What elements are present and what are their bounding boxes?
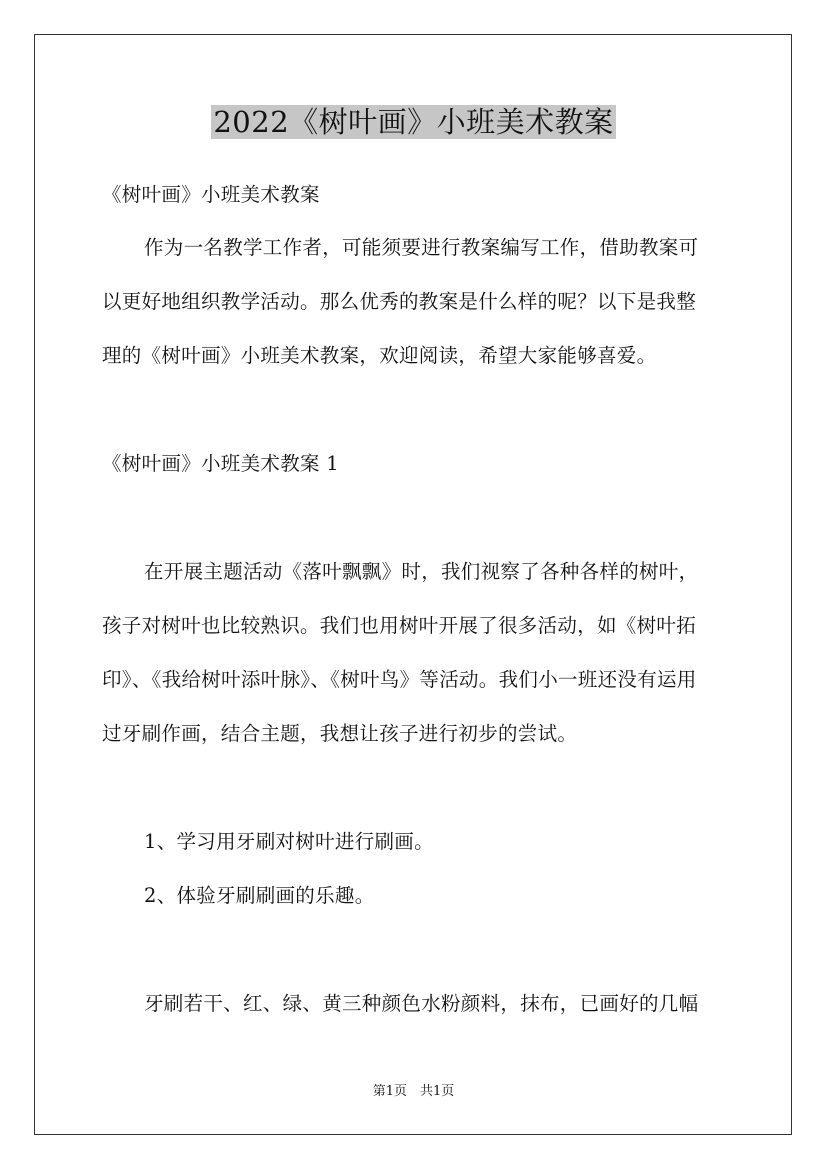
goal-item: 1、学习用牙刷对树叶进行刷画。 [144,830,434,853]
body-line: 过牙刷作画，结合主题，我想让孩子进行初步的尝试。 [102,722,578,745]
document-subtitle: 《树叶画》小班美术教案 [102,183,320,206]
document-title [0,100,827,144]
body-line: 孩子对树叶也比较熟识。我们也用树叶开展了很多活动，如《树叶拓 [102,614,697,637]
intro-line: 作为一名教学工作者，可能须要进行教案编写工作，借助教案可 [144,236,699,259]
goal-item: 2、体验牙刷刷画的乐趣。 [144,884,375,907]
document-title-text: 2022《树叶画》小班美术教案 [213,105,614,139]
materials-line: 牙刷若干、红、绿、黄三种颜色水粉颜料，抹布，已画好的几幅 [144,992,699,1015]
intro-line: 理的《树叶画》小班美术教案，欢迎阅读，希望大家能够喜爱。 [102,344,657,367]
intro-line: 以更好地组织教学活动。那么优秀的教案是什么样的呢？以下是我整 [102,290,697,313]
body-line: 在开展主题活动《落叶飘飘》时，我们视察了各种各样的树叶， [144,560,699,583]
body-line: 印》、《我给树叶添叶脉》、《树叶鸟》等活动。我们小一班还没有运用 [102,668,697,691]
section-heading: 《树叶画》小班美术教案 1 [102,452,340,475]
page-footer: 第1页 共1页 [372,1084,455,1099]
